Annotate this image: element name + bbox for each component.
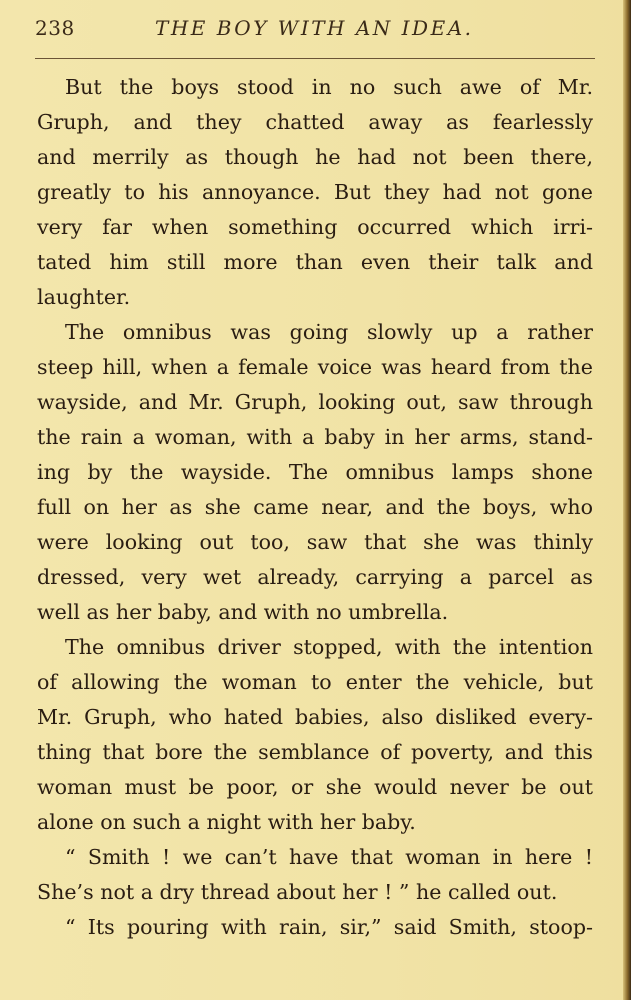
text-line: full on her as she came near, and the boys, who [37, 495, 593, 519]
page-edge-shadow [623, 0, 631, 1000]
text-line: greatly to his annoyance. But they had not gone [37, 180, 593, 204]
text-line: wayside, and Mr. Gruph, looking out, saw through [37, 390, 593, 414]
text-line: But the boys stood in no such awe of Mr. [65, 75, 593, 99]
text-line: The omnibus was going slowly up a rather [65, 320, 593, 344]
text-line: laughter. [37, 285, 131, 309]
text-line: of allowing the woman to enter the vehicle, but [37, 670, 593, 694]
text-line: thing that bore the semblance of poverty, and this [37, 740, 593, 764]
text-line: ing by the wayside. The omnibus lamps shone [37, 460, 593, 484]
header-rule [35, 58, 595, 59]
text-line: alone on such a night with her baby. [37, 810, 416, 834]
text-line: very far when something occurred which irri- [37, 215, 593, 239]
running-head [35, 16, 595, 46]
page-number: 238 [35, 16, 75, 40]
text-line: woman must be poor, or she would never be out [37, 775, 593, 799]
text-line: and merrily as though he had not been there, [37, 145, 593, 169]
text-line: the rain a woman, with a baby in her arms, stand- [37, 425, 593, 449]
text-line: “ Smith ! we can’t have that woman in here ! [65, 845, 593, 869]
body-text [37, 70, 593, 945]
text-line: She’s not a dry thread about her ! ” he called out. [37, 880, 558, 904]
text-line: The omnibus driver stopped, with the intention [65, 635, 593, 659]
text-line: were looking out too, saw that she was thinly [37, 530, 593, 554]
text-line: “ Its pouring with rain, sir,” said Smith, stoop- [65, 915, 593, 939]
running-title: THE BOY WITH AN IDEA. [155, 16, 474, 40]
text-line: steep hill, when a female voice was heard from the [37, 355, 593, 379]
text-line: dressed, very wet already, carrying a parcel as [37, 565, 593, 589]
text-line: tated him still more than even their talk and [37, 250, 593, 274]
text-line: well as her baby, and with no umbrella. [37, 600, 449, 624]
text-line: Mr. Gruph, who hated babies, also disliked every- [37, 705, 593, 729]
text-line: Gruph, and they chatted away as fearlessly [37, 110, 593, 134]
